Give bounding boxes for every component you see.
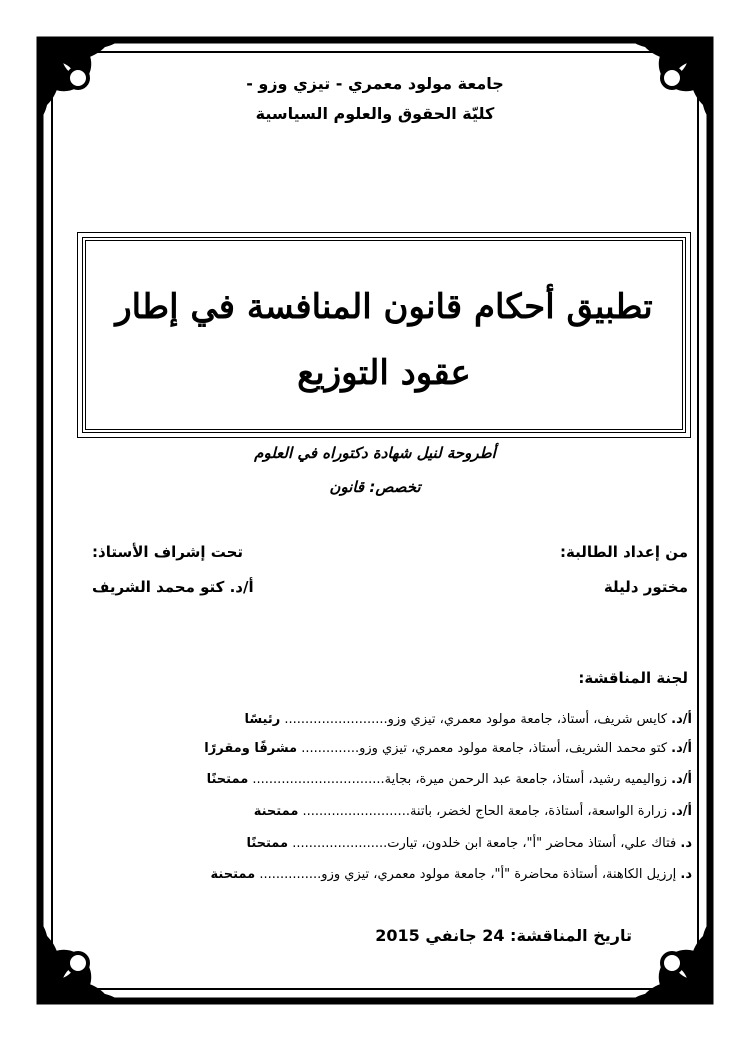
jury-member-role: ممتحنة <box>253 804 299 819</box>
jury-member-details: فتاك علي، أستاذ محاضر "أ"، جامعة ابن خلدون، تيارت....................... <box>292 836 677 851</box>
jury-member <box>52 712 692 727</box>
jury-member-role: ممتحنًا <box>206 772 249 787</box>
jury-member-details: إرزيل الكاهنة، أستاذة محاضرة "أ"، جامعة مولود معمري، تيزي وزو............... <box>259 867 677 882</box>
defense-date: تاريخ المناقشة: 24 جانفي 2015 <box>375 926 632 945</box>
jury-member-title: أ/د. <box>671 772 692 787</box>
jury-member-title: أ/د. <box>671 741 692 756</box>
jury-member <box>52 741 692 756</box>
jury-member-role: رئيسًا <box>244 712 281 727</box>
jury-member <box>52 836 692 851</box>
supervisor-label: تحت إشراف الأستاذ: <box>92 543 244 561</box>
thesis-title-line-1: تطبيق أحكام قانون المنافسة في إطار <box>115 287 653 327</box>
jury-member <box>52 804 692 819</box>
jury-member-details: زرارة الواسعة، أستاذة، جامعة الحاج لخضر، باتنة.......................... <box>302 804 668 819</box>
student-name: مختور دليلة <box>603 578 688 596</box>
university-name: جامعة مولود معمري - تيزي وزو - <box>246 74 504 93</box>
jury-member <box>52 772 692 787</box>
student-label: من إعداد الطالبة: <box>560 543 688 561</box>
jury-member-title: د. <box>680 867 692 882</box>
supervisor-name: أ/د. كتو محمد الشريف <box>92 578 254 596</box>
faculty-name: كليّة الحقوق والعلوم السياسية <box>255 104 495 123</box>
jury-member-title: أ/د. <box>671 712 692 727</box>
title-box <box>82 237 686 433</box>
jury-member-role: مشرفًا ومقررًا <box>204 741 298 756</box>
jury-member-details: زواليميه رشيد، أستاذ، جامعة عبد الرحمن ميرة، بجاية................................ <box>252 772 668 787</box>
jury-member-title: د. <box>680 836 692 851</box>
jury-member-role: ممتحنة <box>210 867 256 882</box>
jury-member-details: كايس شريف، أستاذ، جامعة مولود معمري، تيزي وزو......................... <box>284 712 668 727</box>
jury-label: لجنة المناقشة: <box>578 669 688 687</box>
jury-member-role: ممتحنًا <box>246 836 289 851</box>
thesis-type: أطروحة لنيل شهادة دكتوراه في العلوم <box>254 444 496 462</box>
jury-member-details: كتو محمد الشريف، أستاذ، جامعة مولود معمري، تيزي وزو.............. <box>301 741 668 756</box>
thesis-specialty: تخصص: قانون <box>329 478 421 496</box>
jury-member-title: أ/د. <box>671 804 692 819</box>
jury-member <box>52 867 692 882</box>
thesis-title-line-2: عقود التوزيع <box>297 353 471 393</box>
